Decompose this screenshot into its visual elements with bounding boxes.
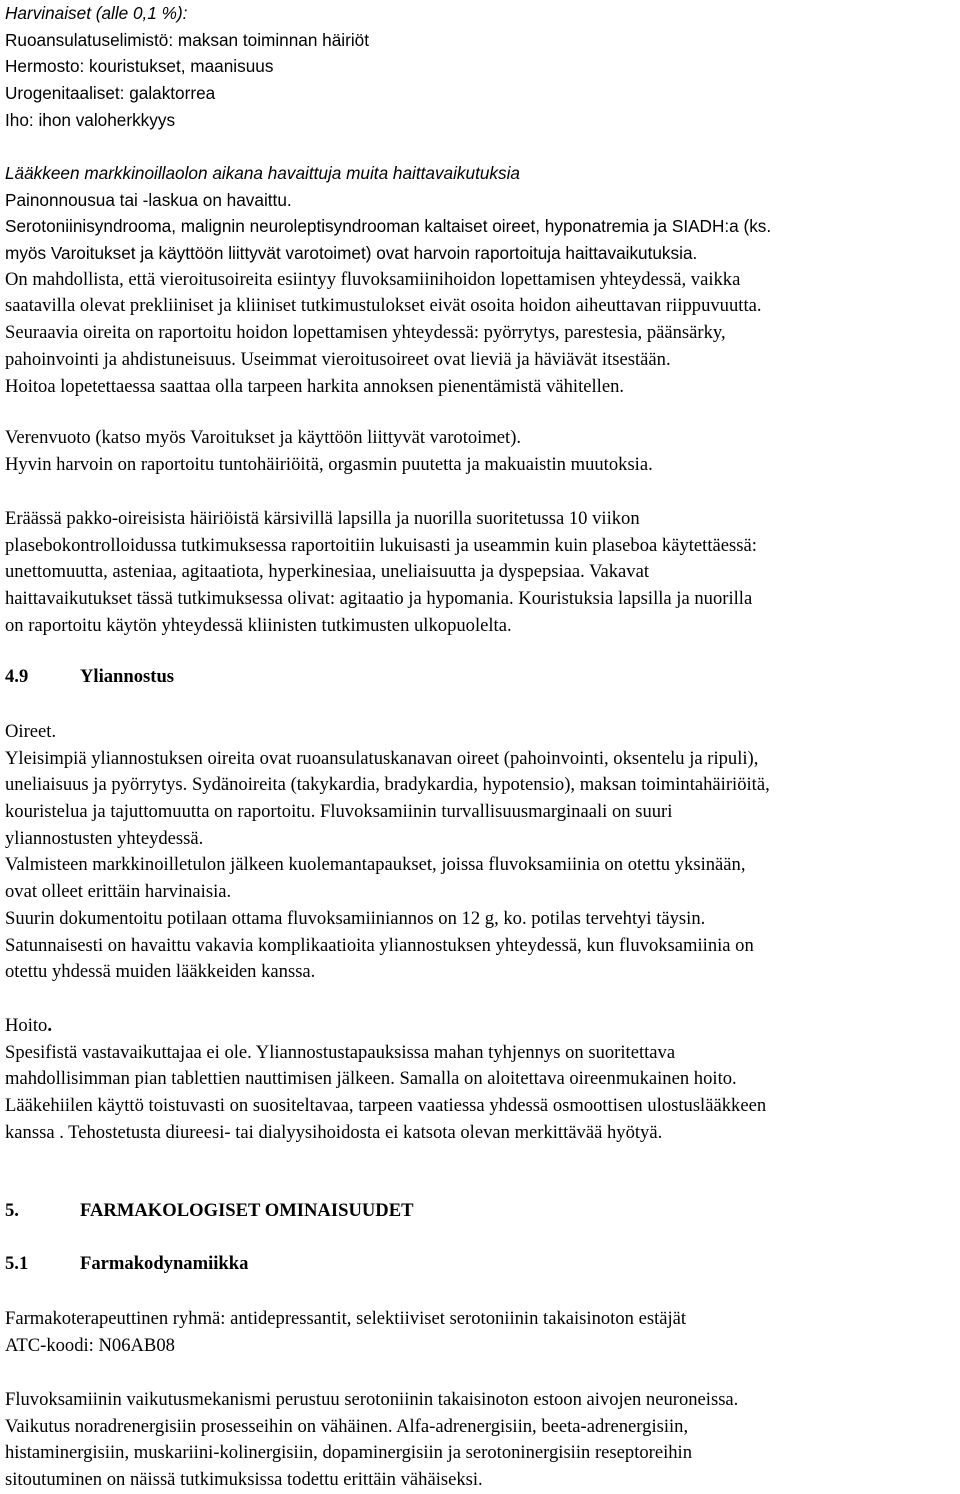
text-line: Hyvin harvoin on raportoitu tuntohäiriöitä, orgasmin puutetta ja makuaistin muutoksia. [5, 453, 653, 475]
postmarketing-block [5, 160, 771, 400]
text-line: On mahdollista, että vieroitusoireita esiintyy fluvoksamiinihoidon lopettamisen yhteydessä, vaikka [5, 268, 741, 290]
text-line: myös Varoitukset ja käyttöön liittyvät varotoimet) ovat harvoin raportoituja haittavaikutuksia. [5, 243, 698, 264]
postmarketing-heading: Lääkkeen markkinoillaolon aikana havaittuja muita haittavaikutuksia [5, 163, 520, 183]
treatment-heading [5, 1013, 766, 1040]
text-line: histaminergisiin, muskariini-kolinergisiin, dopaminergisiin ja serotoninergisiin reseptoreihin [5, 1442, 693, 1464]
bleeding-block [5, 425, 653, 478]
text-line: Yleisimpiä yliannostuksen oireita ovat ruoansulatuskanavan oireet (pahoinvointi, oksentelu ja ripuli), [5, 747, 759, 769]
text-line: Spesifistä vastavaikuttajaa ei ole. Yliannostustapauksissa mahan tyhjennys on suoritettava [5, 1041, 676, 1063]
text-line: kanssa . Tehostetusta diureesi- tai dialyysihoidosta ei katsota olevan merkittävää hyötyä. [5, 1121, 663, 1143]
text-line: kouristelua ja tajuttomuutta on raportoitu. Fluvoksamiinin turvallisuusmarginaali on suuri [5, 801, 673, 823]
text-line: Verenvuoto (katso myös Varoitukset ja käyttöön liittyvät varotoimet). [5, 427, 522, 448]
text-line: on raportoitu käytön yhteydessä kliinisten tutkimusten ulkopuolelta. [5, 614, 512, 636]
pharmacotherapeutic-block [5, 1306, 686, 1359]
text-line: ovat olleet erittäin harvinaisia. [5, 881, 232, 903]
mechanism-block [5, 1387, 738, 1494]
treatment-block [5, 1013, 766, 1146]
symptoms-block [5, 719, 770, 986]
section-number: 4.9 [5, 666, 29, 687]
section-number: 5.1 [5, 1253, 29, 1274]
text-line: Hoitoa lopetettaessa saattaa olla tarpeen harkita annoksen pienentämistä vähitellen. [5, 375, 625, 397]
text-line: Suurin dokumentoitu potilaan ottama fluvoksamiiniannos on 12 g, ko. potilas tervehtyi täysin. [5, 907, 706, 929]
rare-effects-heading: Harvinaiset (alle 0,1 %): [5, 3, 188, 23]
treatment-heading-text: Hoito [5, 1015, 48, 1036]
text-line: Seuraavia oireita on raportoitu hoidon lopettamisen yhteydessä: pyörrytys, parestesia, päänsärky, [5, 322, 726, 344]
text-line: Serotoniinisyndrooma, malignin neuroleptisyndrooman kaltaiset oireet, hyponatremia ja SIADH:a (ks. [5, 216, 772, 237]
text-line: Hermosto: kouristukset, maanisuus [5, 56, 274, 77]
text-line: Fluvoksamiinin vaikutusmekanismi perustuu serotoniinin takaisinoton estoon aivojen neuroneissa. [5, 1389, 739, 1410]
section-heading-5-1 [5, 1251, 248, 1278]
text-line: ATC-koodi: N06AB08 [5, 1334, 175, 1356]
text-line: uneliaisuus ja pyörrytys. Sydänoireita (takykardia, bradykardia, hypotensio), maksan toimintahäiriöitä, [5, 774, 770, 796]
text-line: Farmakoterapeuttinen ryhmä: antidepressantit, selektiiviset serotoniinin takaisinoton estäjät [5, 1308, 687, 1329]
rare-effects-block [5, 0, 369, 133]
section-title: Farmakodynamiikka [80, 1253, 249, 1274]
text-line: saatavilla olevat prekliiniset ja kliiniset tutkimustulokset eivät osoita hoidon aiheuttavan riippuvuutta. [5, 295, 762, 317]
text-line: Iho: ihon valoherkkyys [5, 109, 176, 130]
text-line: Lääkehiilen käyttö toistuvasti on suositeltavaa, tarpeen vaatiessa yhdessä osmoottisen ulostuslääkkeen [5, 1095, 767, 1117]
pediatric-block [5, 506, 757, 639]
text-line: Eräässä pakko-oireisista häiriöistä kärsivillä lapsilla ja nuorilla suoritetussa 10 viikon [5, 508, 640, 529]
section-number: 5. [5, 1200, 19, 1221]
text-line: Painonnousua tai -laskua on havaittu. [5, 189, 292, 210]
text-line: sitoutuminen on näissä tutkimuksissa todettu erittäin vähäiseksi. [5, 1469, 483, 1491]
section-heading-5 [5, 1198, 414, 1225]
text-line: yliannostusten yhteydessä. [5, 827, 204, 849]
text-line: Urogenitaaliset: galaktorrea [5, 83, 216, 104]
symptoms-heading: Oireet. [5, 721, 57, 742]
text-line: Vaikutus noradrenergisiin prosesseihin on vähäinen. Alfa-adrenergisiin, beeta-adrenergisiin, [5, 1415, 689, 1437]
text-line: Ruoansulatuselimistö: maksan toiminnan häiriöt [5, 29, 369, 50]
text-line: Valmisteen markkinoilletulon jälkeen kuolemantapaukset, joissa fluvoksamiinia on otettu yksinään, [5, 854, 746, 876]
text-line: haittavaikutukset tässä tutkimuksessa olivat: agitaatio ja hypomania. Kouristuksia lapsilla ja nuorilla [5, 588, 753, 610]
section-title: Yliannostus [80, 666, 175, 687]
text-line: plasebokontrolloidussa tutkimuksessa raportoitiin lukuisasti ja useammin kuin plaseboa käytettäessä: [5, 534, 757, 556]
text-line: otettu yhdessä muiden lääkkeiden kanssa. [5, 961, 316, 983]
text-line: Satunnaisesti on havaittu vakavia komplikaatioita yliannostuksen yhteydessä, kun fluvoksamiinia on [5, 934, 754, 956]
section-title: FARMAKOLOGISET OMINAISUUDET [80, 1200, 414, 1221]
text-line: unettomuutta, asteniaa, agitaatiota, hyperkinesiaa, uneliaisuutta ja dyspepsiaa. Vakavat [5, 561, 650, 583]
text-line: pahoinvointi ja ahdistuneisuus. Useimmat vieroitusoireet ovat lieviä ja häviävät itsestään. [5, 348, 671, 370]
text-line: mahdollisimman pian tablettien nauttimisen jälkeen. Samalla on aloitettava oireenmukainen hoito. [5, 1068, 737, 1090]
section-heading-4-9 [5, 664, 174, 691]
treatment-heading-dot: . [47, 1015, 53, 1036]
